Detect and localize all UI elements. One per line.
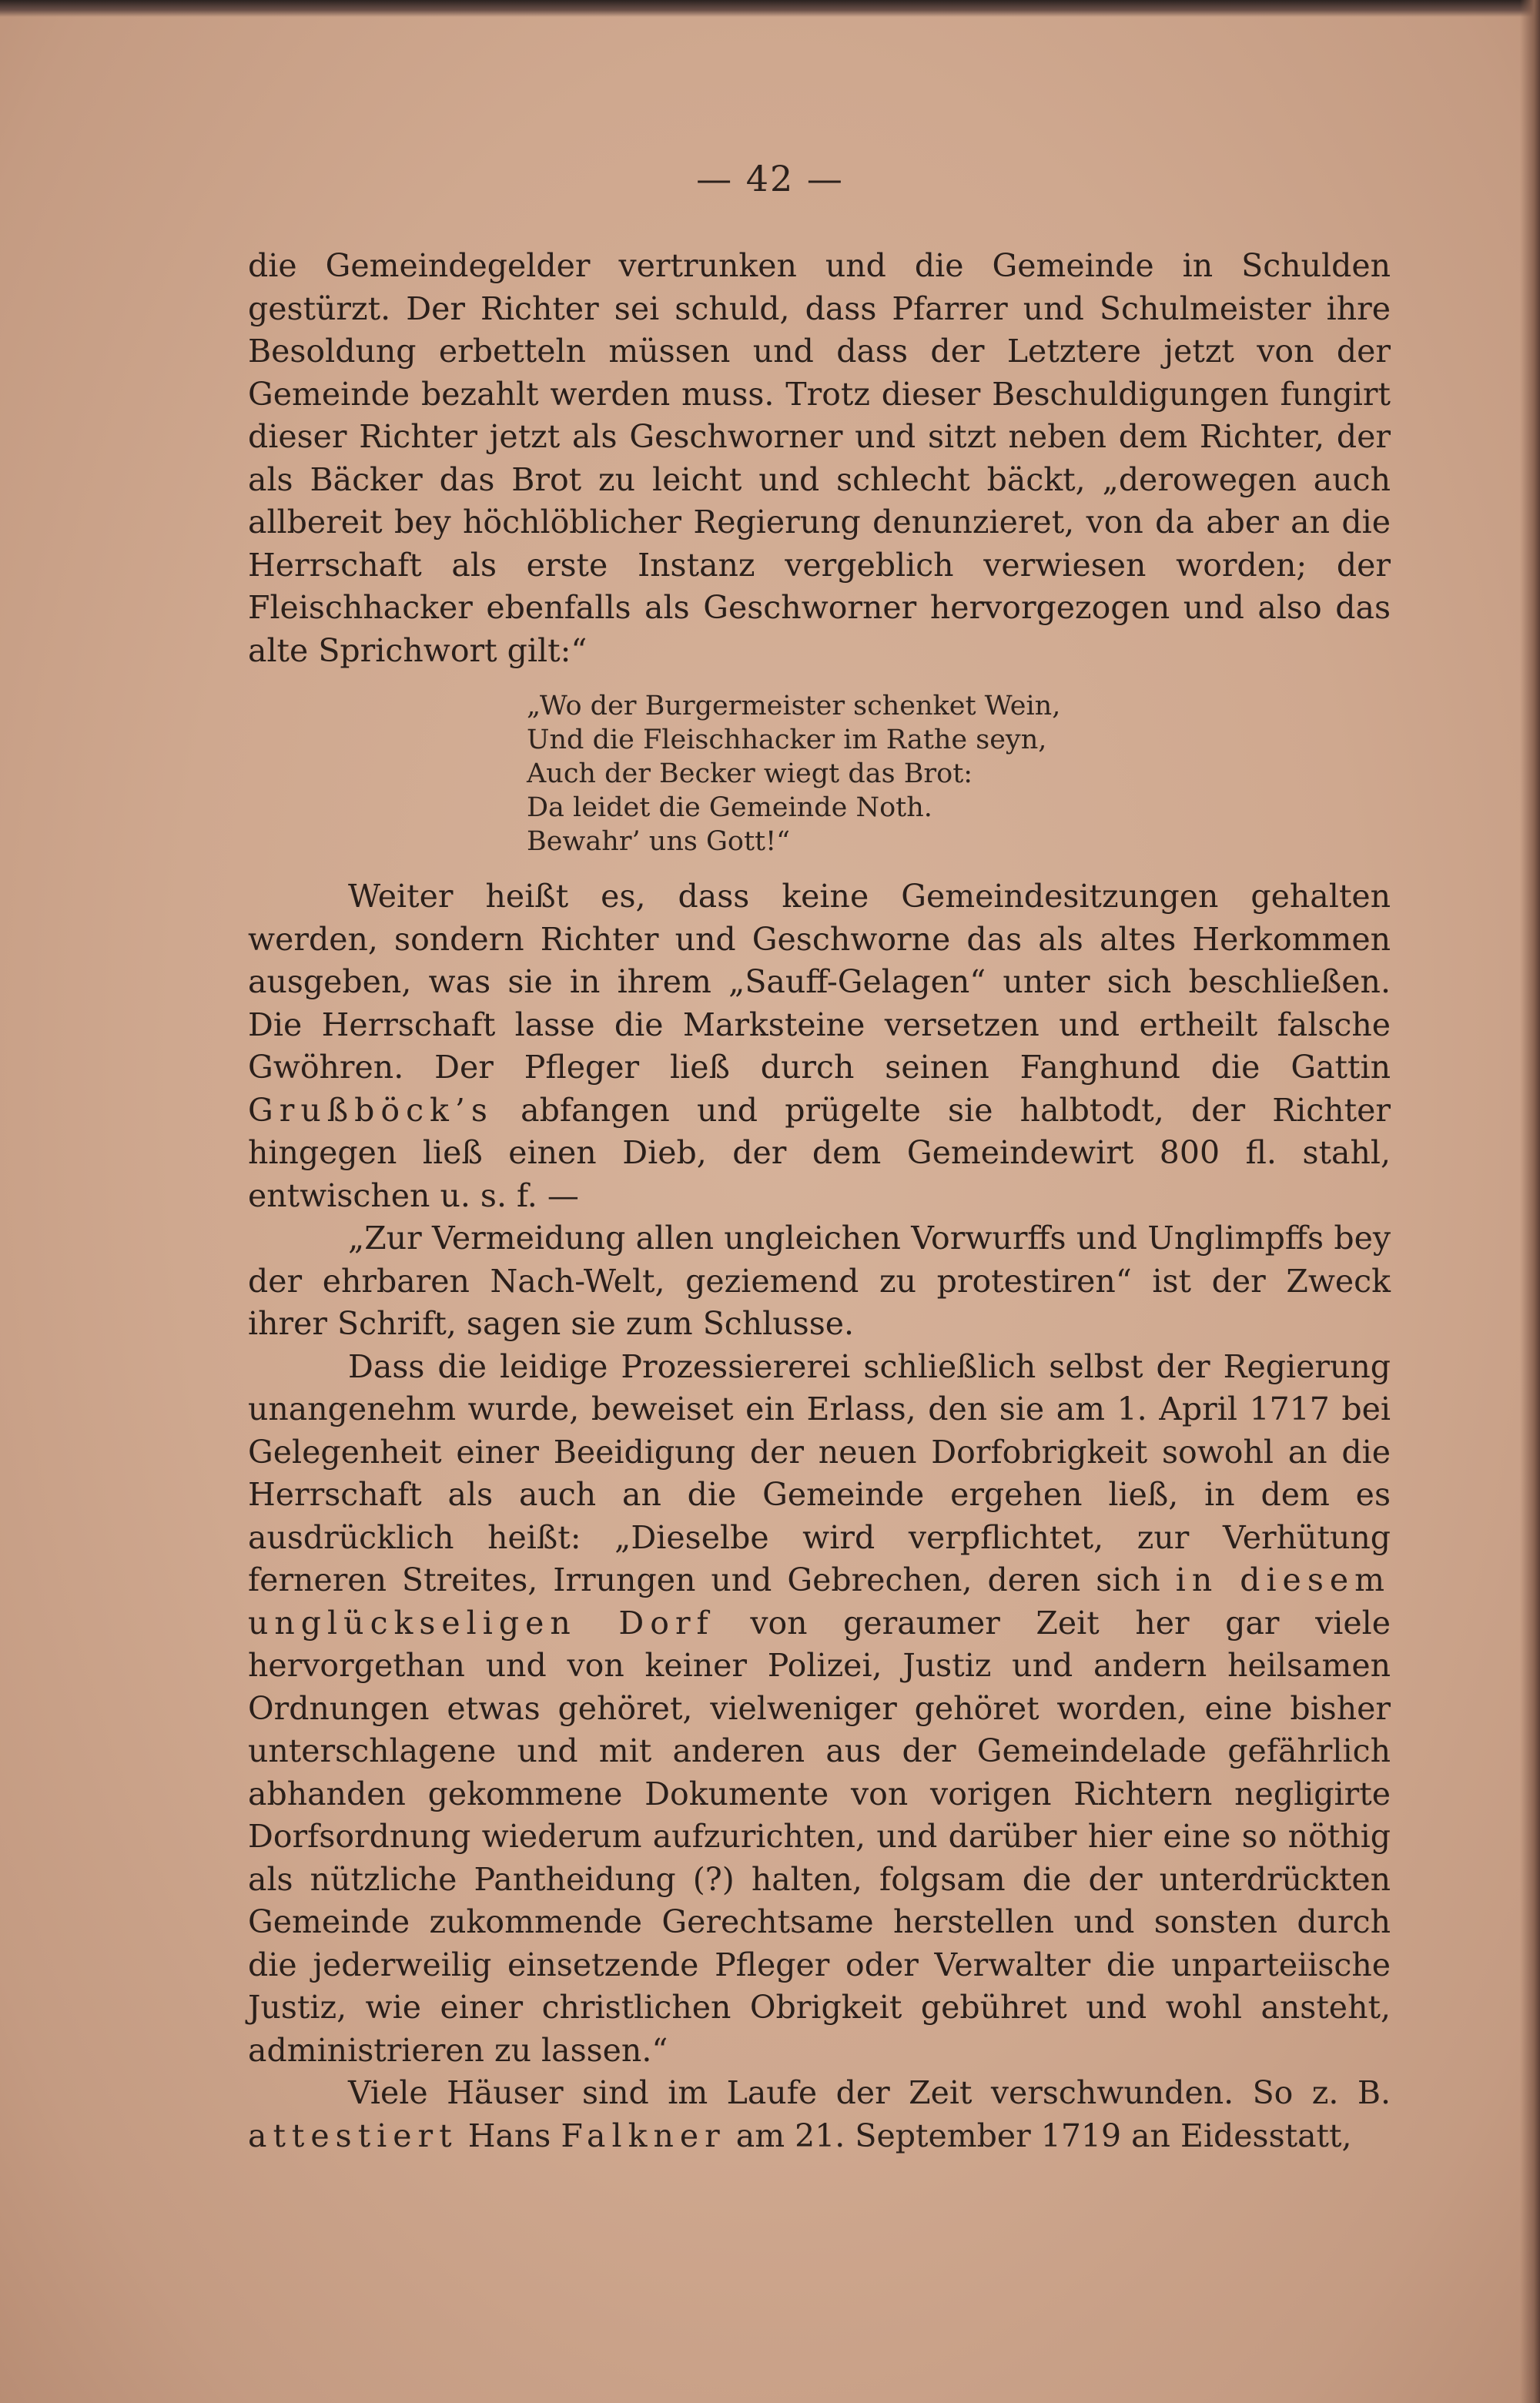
verse-line-2: Und die Fleischhacker im Rathe seyn, [527, 725, 1047, 755]
verse-line-4: Da leidet die Gemeinde Noth. [527, 792, 932, 823]
paragraph-1: die Gemeindegelder vertrunken und die Gemeinde in Schulden gestürzt. Der Richter sei schuld, dass Pfarrer und Schulmeister ihre Besoldung erbetteln müssen und dass der Letztere jetzt von der Gemeinde bezahlt werden muss. Trotz dieser Beschuldigungen fungirt dieser Richter jetzt als Geschworner und sitzt neben dem Richter, der als Bäcker das Brot zu leicht und schlecht bäckt, „derowegen auch allbereit bey höchlöblicher Regierung denunzieret, von da aber an die Herrschaft als erste Instanz vergeblich verwiesen worden; der Fleischhacker ebenfalls als Geschworner hervorgezogen und also das alte Sprichwort gilt:“ [248, 247, 1391, 669]
paragraph-4-end: von geraumer Zeit her gar viele hervorgethan und von keiner Polizei, Justiz und andern heilsamen Ordnungen etwas gehöret, vielweniger gehöret worden, eine bisher unterschlagene und mit anderen aus der Gemeindelade gefährlich abhanden gekommene Dokumente von vorigen Richtern negligirte Dorfsordnung wiederum aufzurichten, und darüber hier eine so nöthig als nützliche Pantheidung (?) halten, folgsam die der unterdrückten Gemeinde zukommende Gerechtsame herstellen und sonsten durch die jederweilig einsetzende Pfleger oder Verwalter die unparteiische Justiz, wie einer christlichen Obrigkeit gebühret und wohl ansteht, administrieren zu lassen.“ [248, 1604, 1391, 2069]
paragraph-4-start: Dass die leidige Prozessiererei schließlich selbst der Regierung unangenehm wurde, beweiset ein Erlass, den sie am 1. April 1717 bei Gelegenheit einer Beeidigung der neuen Dorfobrigkeit sowohl an die Herrschaft als auch an die Gemeinde ergehen ließ, in dem es ausdrücklich heißt: „Dieselbe wird verpflichtet, zur Verhütung ferneren Streites, Irrungen und Gebrechen, deren sich [248, 1347, 1391, 1598]
paragraph-5 [248, 2072, 1391, 2157]
verse-quote [527, 689, 1391, 858]
spaced-name-grussboeck: Grußböck’s [248, 1091, 494, 1129]
verse-line-3: Auch der Becker wiegt das Brot: [527, 758, 973, 789]
page-number: — 42 — [696, 158, 844, 199]
paragraph-2-text: Weiter heißt es, dass keine Gemeindesitzungen gehalten werden, sondern Richter und Geschworne das als altes Herkommen ausgeben, was sie in ihrem „Sauff-Gelagen“ unter sich beschließen. Die Herrschaft lasse die Marksteine versetzen und ertheilt falsche Gwöhren. Der Pfleger ließ durch seinen Fanghund die Gattin [248, 878, 1391, 1086]
page-right-edge [1520, 0, 1540, 2403]
paragraph-5-start: Viele Häuser sind im Laufe der Zeit verschwunden. So z. B. [348, 2074, 1391, 2111]
spaced-emphasis-dorf: in diesem unglückseligen Dorf [248, 1561, 1391, 1642]
paragraph-2-rest: abfangen und prügelte sie halbtodt, der Richter hingegen ließ einen Dieb, der dem Gemeindewirt 800 fl. stahl, entwischen u. s. f. — [248, 1091, 1391, 1214]
paragraph-2 [248, 875, 1391, 1217]
paragraph-4 [248, 1346, 1391, 2073]
page-top-edge [0, 0, 1540, 17]
spaced-name-falkner: Falkner [561, 2117, 726, 2154]
paragraph-5-name: Hans [467, 2117, 551, 2154]
page-body [248, 245, 1391, 2157]
verse-line-1: „Wo der Burgermeister schenket Wein, [527, 691, 1061, 721]
spaced-word-attestiert: attestiert [248, 2117, 458, 2154]
paragraph-5-end: am 21. September 1719 an Eidesstatt, [735, 2117, 1352, 2154]
paragraph-3: „Zur Vermeidung allen ungleichen Vorwurffs und Unglimpffs bey der ehrbaren Nach-Welt, geziemend zu protestiren“ ist der Zweck ihrer Schrift, sagen sie zum Schlusse. [248, 1220, 1391, 1342]
verse-line-5: Bewahr’ uns Gott!“ [527, 826, 791, 857]
